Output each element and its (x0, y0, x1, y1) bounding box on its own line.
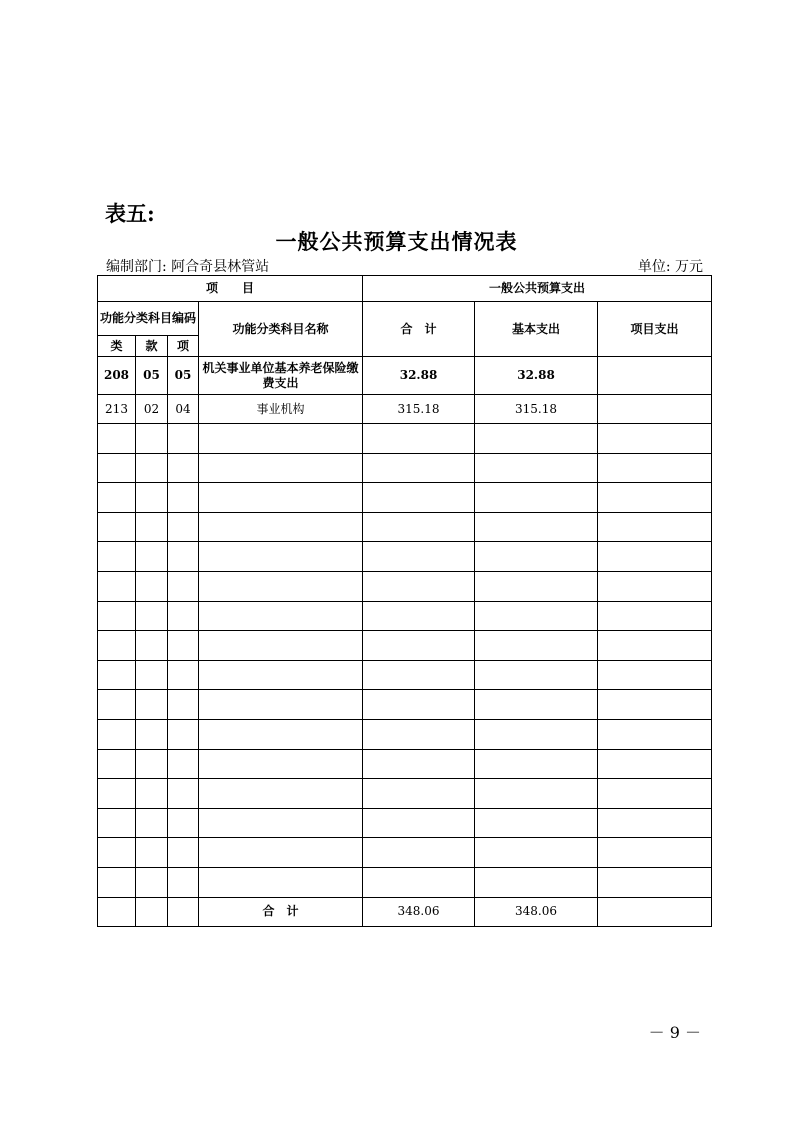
cell-empty (475, 867, 598, 897)
cell-empty (475, 542, 598, 572)
cell-empty (168, 424, 199, 454)
cell-basic: 32.88 (475, 357, 598, 395)
cell-empty (475, 571, 598, 601)
header-code: 功能分类科目编码 (98, 302, 199, 336)
cell-empty (475, 631, 598, 661)
cell-empty (168, 897, 199, 926)
cell-empty (168, 660, 199, 690)
cell-empty (136, 571, 168, 601)
header-xiang: 项 (168, 336, 199, 357)
cell-kuan: 05 (136, 357, 168, 395)
cell-empty (363, 660, 475, 690)
cell-empty (598, 424, 712, 454)
cell-empty (98, 601, 136, 631)
cell-empty (136, 453, 168, 483)
cell-empty (136, 867, 168, 897)
cell-empty (98, 631, 136, 661)
cell-empty (598, 483, 712, 513)
cell-empty (136, 897, 168, 926)
cell-empty (199, 542, 363, 572)
cell-empty (475, 838, 598, 868)
header-budget: 一般公共预算支出 (363, 276, 712, 302)
cell-empty (136, 483, 168, 513)
cell-xiang: 04 (168, 395, 199, 424)
cell-empty (363, 719, 475, 749)
table-total-row (98, 897, 712, 926)
cell-empty (136, 601, 168, 631)
cell-empty (598, 601, 712, 631)
cell-empty (98, 719, 136, 749)
empty-row (98, 779, 712, 809)
header-kuan: 款 (136, 336, 168, 357)
cell-empty (363, 690, 475, 720)
empty-row (98, 690, 712, 720)
cell-empty (363, 571, 475, 601)
cell-empty (475, 424, 598, 454)
page-title: 一般公共预算支出情况表 (275, 229, 518, 254)
cell-empty (136, 749, 168, 779)
cell-empty (363, 749, 475, 779)
unit-label: 单位: 万元 (637, 259, 703, 275)
table-header-row (98, 276, 712, 302)
table-subheader-row (98, 302, 712, 336)
total-project (598, 897, 712, 926)
cell-empty (136, 542, 168, 572)
cell-empty (168, 542, 199, 572)
cell-empty (136, 779, 168, 809)
cell-empty (598, 542, 712, 572)
cell-total: 315.18 (363, 395, 475, 424)
cell-empty (199, 631, 363, 661)
table-row (98, 395, 712, 424)
cell-empty (98, 749, 136, 779)
cell-empty (98, 779, 136, 809)
cell-empty (363, 838, 475, 868)
cell-empty (98, 867, 136, 897)
cell-empty (98, 690, 136, 720)
cell-empty (136, 690, 168, 720)
cell-empty (598, 690, 712, 720)
empty-row (98, 867, 712, 897)
cell-empty (98, 512, 136, 542)
cell-empty (475, 779, 598, 809)
cell-empty (168, 453, 199, 483)
cell-empty (199, 779, 363, 809)
cell-empty (199, 601, 363, 631)
cell-lei: 213 (98, 395, 136, 424)
cell-empty (363, 631, 475, 661)
cell-empty (598, 749, 712, 779)
cell-empty (363, 424, 475, 454)
total-label: 合 计 (199, 897, 363, 926)
empty-row (98, 601, 712, 631)
cell-xiang: 05 (168, 357, 199, 395)
cell-empty (598, 571, 712, 601)
cell-empty (199, 719, 363, 749)
cell-empty (168, 601, 199, 631)
total-value: 348.06 (363, 897, 475, 926)
cell-empty (168, 808, 199, 838)
cell-empty (363, 483, 475, 513)
cell-empty (199, 424, 363, 454)
empty-row (98, 424, 712, 454)
cell-empty (363, 542, 475, 572)
empty-row (98, 719, 712, 749)
cell-empty (136, 512, 168, 542)
cell-empty (199, 571, 363, 601)
cell-empty (168, 838, 199, 868)
cell-empty (168, 749, 199, 779)
cell-empty (98, 483, 136, 513)
cell-empty (98, 453, 136, 483)
header-item: 项 目 (98, 276, 363, 302)
cell-empty (168, 512, 199, 542)
cell-empty (598, 779, 712, 809)
cell-empty (598, 512, 712, 542)
cell-empty (199, 483, 363, 513)
empty-row (98, 749, 712, 779)
empty-row (98, 838, 712, 868)
cell-lei: 208 (98, 357, 136, 395)
cell-empty (475, 512, 598, 542)
cell-empty (598, 719, 712, 749)
cell-empty (98, 838, 136, 868)
header-total: 合 计 (363, 302, 475, 357)
table-number-label: 表五: (105, 201, 155, 226)
table-row (98, 357, 712, 395)
department-label: 编制部门: 阿合奇县林管站 (106, 259, 270, 275)
cell-empty (475, 719, 598, 749)
budget-table (97, 275, 712, 927)
cell-empty (475, 749, 598, 779)
cell-empty (168, 690, 199, 720)
cell-empty (98, 424, 136, 454)
cell-empty (363, 512, 475, 542)
header-name: 功能分类科目名称 (199, 302, 363, 357)
cell-empty (199, 512, 363, 542)
header-lei: 类 (98, 336, 136, 357)
cell-empty (168, 719, 199, 749)
cell-project (598, 357, 712, 395)
cell-empty (98, 660, 136, 690)
cell-project (598, 395, 712, 424)
page-number: － 9 － (648, 1023, 701, 1042)
cell-empty (199, 453, 363, 483)
cell-empty (199, 749, 363, 779)
cell-empty (168, 779, 199, 809)
cell-basic: 315.18 (475, 395, 598, 424)
empty-row (98, 571, 712, 601)
cell-empty (363, 453, 475, 483)
cell-empty (363, 867, 475, 897)
cell-empty (475, 690, 598, 720)
header-project: 项目支出 (598, 302, 712, 357)
cell-empty (598, 631, 712, 661)
cell-empty (475, 601, 598, 631)
empty-row (98, 660, 712, 690)
cell-empty (363, 779, 475, 809)
cell-empty (98, 897, 136, 926)
cell-empty (98, 808, 136, 838)
cell-empty (598, 838, 712, 868)
cell-empty (199, 808, 363, 838)
cell-empty (199, 867, 363, 897)
cell-empty (136, 660, 168, 690)
cell-empty (136, 631, 168, 661)
cell-empty (475, 808, 598, 838)
cell-empty (199, 838, 363, 868)
cell-empty (136, 808, 168, 838)
cell-empty (136, 838, 168, 868)
cell-name: 事业机构 (199, 395, 363, 424)
cell-empty (136, 719, 168, 749)
cell-empty (598, 453, 712, 483)
total-basic: 348.06 (475, 897, 598, 926)
empty-row (98, 808, 712, 838)
cell-empty (98, 542, 136, 572)
empty-row (98, 631, 712, 661)
cell-empty (168, 867, 199, 897)
cell-empty (168, 631, 199, 661)
empty-row (98, 483, 712, 513)
cell-empty (598, 867, 712, 897)
cell-kuan: 02 (136, 395, 168, 424)
cell-empty (598, 660, 712, 690)
cell-total: 32.88 (363, 357, 475, 395)
cell-empty (475, 453, 598, 483)
empty-row (98, 453, 712, 483)
cell-empty (475, 660, 598, 690)
cell-empty (363, 808, 475, 838)
cell-empty (136, 424, 168, 454)
cell-empty (363, 601, 475, 631)
cell-empty (598, 808, 712, 838)
header-basic: 基本支出 (475, 302, 598, 357)
empty-row (98, 512, 712, 542)
cell-name: 机关事业单位基本养老保险缴费支出 (199, 357, 363, 395)
empty-row (98, 542, 712, 572)
cell-empty (98, 571, 136, 601)
cell-empty (199, 690, 363, 720)
cell-empty (168, 483, 199, 513)
cell-empty (168, 571, 199, 601)
cell-empty (475, 483, 598, 513)
cell-empty (199, 660, 363, 690)
